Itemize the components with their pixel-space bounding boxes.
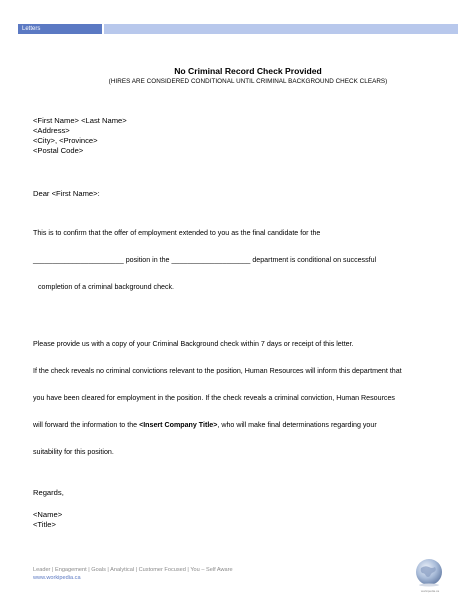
paragraph-line: completion of a criminal background check. — [38, 283, 175, 291]
paragraph-line: you have been cleared for employment in the position. If the check reveals a criminal conviction, Human Resources — [33, 394, 395, 402]
closing: Regards, — [33, 488, 64, 497]
footer-tagline: Leader | Engagement | Goals | Analytical | Customer Focused | You – Self Aware — [33, 567, 233, 573]
signature-title: <Title> — [33, 520, 56, 529]
paragraph-line: Please provide us with a copy of your Criminal Background check within 7 days or receipt of this letter. — [33, 340, 354, 348]
paragraph-line: suitability for this position. — [33, 448, 114, 456]
paragraph-line: This is to confirm that the offer of employment extended to you as the final candidate for the — [33, 229, 321, 237]
signature-block — [33, 510, 445, 530]
paragraph-line — [33, 421, 445, 430]
recipient-address — [33, 116, 445, 156]
footer-website-link[interactable]: www.workipedia.ca — [33, 575, 81, 581]
paragraph-instructions — [33, 322, 445, 475]
paragraph-text: will forward the information to the — [33, 421, 140, 429]
address-postal-line: <Postal Code> — [33, 146, 84, 155]
salutation: Dear <First Name>: — [33, 189, 100, 198]
paragraph-line: If the check reveals no criminal convictions relevant to the position, Human Resources will inform this department that — [33, 367, 402, 375]
header-tab-letters: Letters — [18, 24, 102, 34]
paragraph-line: _______________________ position in the ____________________ department is conditional on successful — [33, 256, 377, 264]
address-city-line: <City>, <Province> — [33, 136, 98, 145]
company-title-placeholder: <Insert Company Title> — [139, 421, 218, 429]
address-name-line: <First Name> <Last Name> — [33, 116, 127, 125]
paragraph-text: , who will make final determinations regarding your — [217, 421, 377, 429]
address-street-line: <Address> — [33, 126, 70, 135]
header-band — [18, 24, 458, 34]
letter-title: No Criminal Record Check Provided — [174, 66, 322, 76]
globe-logo-caption: workipedia.ca — [420, 589, 440, 593]
letter-body — [33, 66, 445, 530]
globe-logo-icon — [414, 557, 444, 587]
header-bar — [104, 24, 458, 34]
paragraph-confirmation — [33, 211, 445, 310]
signature-name: <Name> — [33, 510, 63, 519]
letter-subtitle: (HIRES ARE CONSIDERED CONDITIONAL UNTIL CRIMINAL BACKGROUND CHECK CLEARS) — [108, 78, 388, 85]
footer — [33, 566, 333, 582]
